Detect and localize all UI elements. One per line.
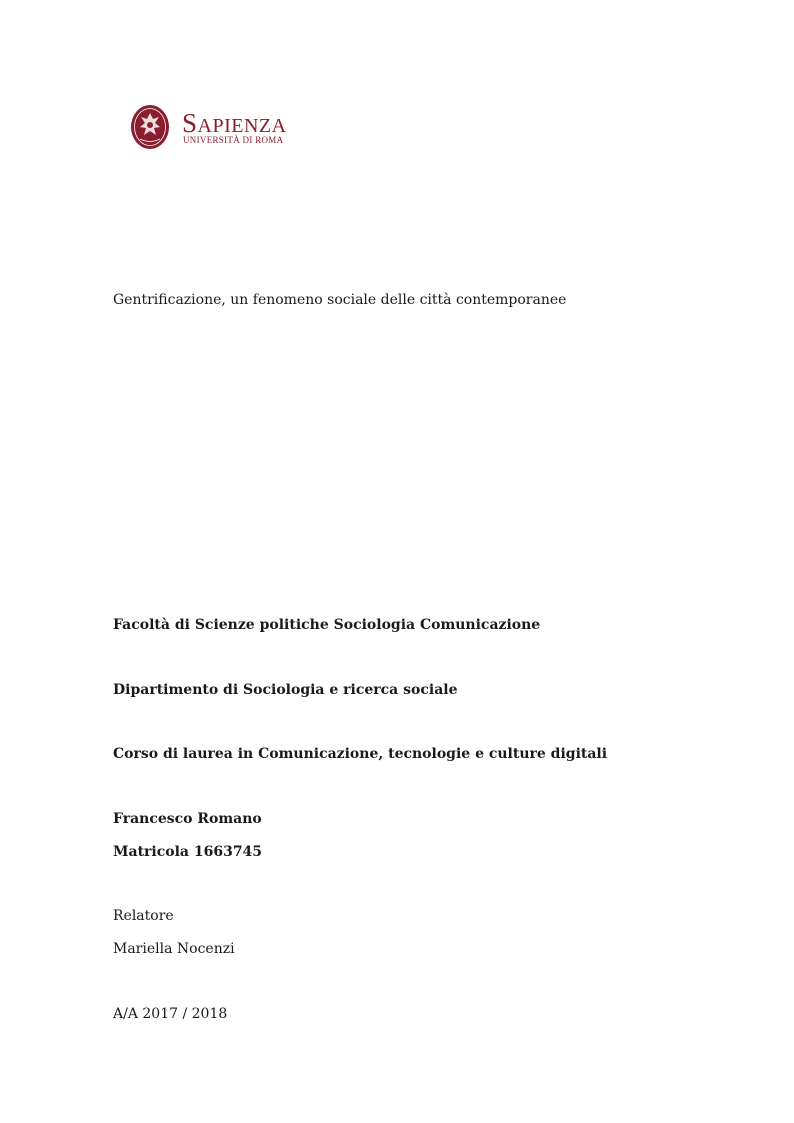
course-name: Corso di laurea in Comunicazione, tecnologie e culture digitali: [113, 746, 608, 762]
faculty-name: Facoltà di Scienze politiche Sociologia Comunicazione: [113, 617, 541, 633]
logo-wordmark: SAPIENZA: [182, 108, 287, 138]
student-name: Francesco Romano: [113, 811, 262, 827]
academic-year: A/A 2017 / 2018: [113, 1006, 228, 1022]
relatore-label: Relatore: [113, 908, 174, 924]
logo-subtitle: UNIVERSITÀ DI ROMA: [183, 135, 284, 145]
thesis-title: Gentrificazione, un fenomeno sociale delle città contemporanee: [113, 292, 567, 308]
university-logo: [130, 104, 290, 152]
student-matricola: Matricola 1663745: [113, 844, 263, 860]
relatore-name: Mariella Nocenzi: [113, 941, 235, 957]
sapienza-seal-icon: [130, 104, 170, 150]
department-name: Dipartimento di Sociologia e ricerca sociale: [113, 682, 458, 698]
